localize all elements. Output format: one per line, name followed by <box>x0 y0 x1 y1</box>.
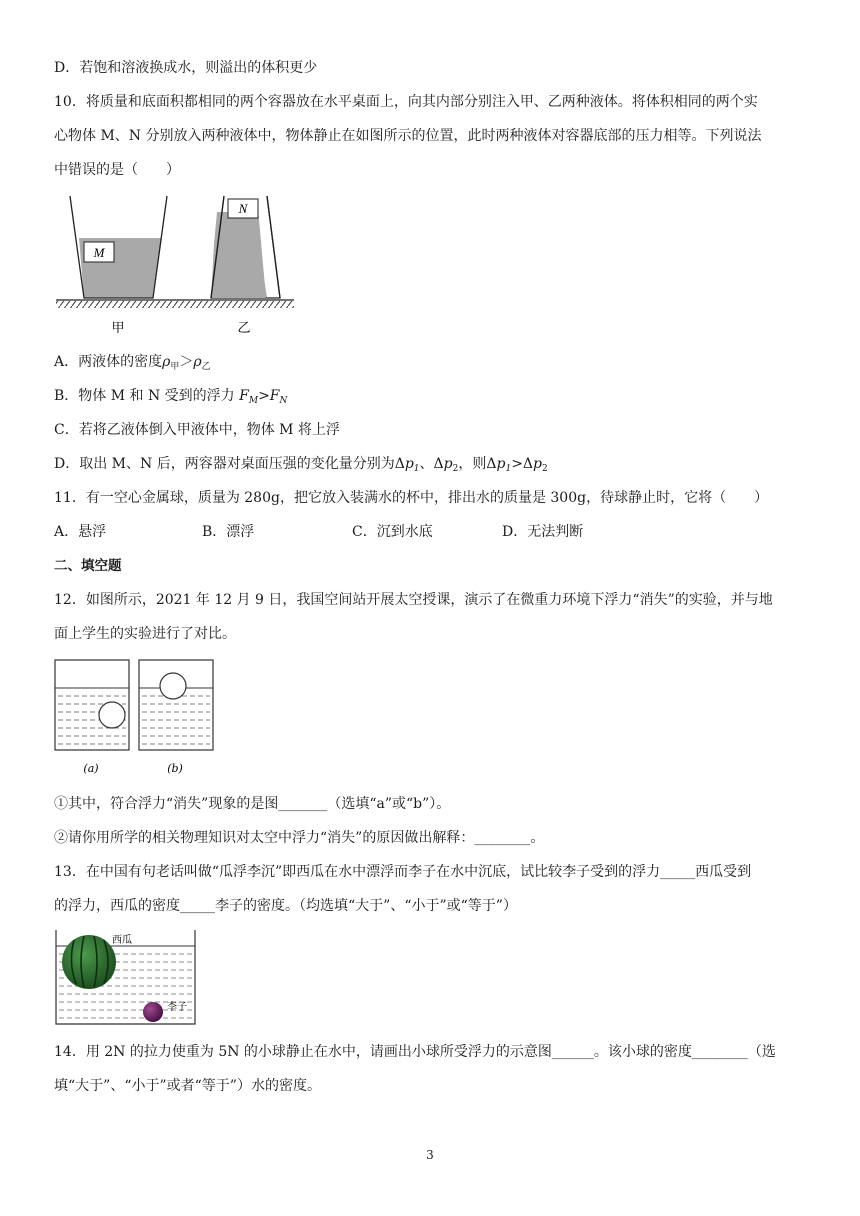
label-watermelon: 西瓜 <box>112 935 132 946</box>
q11-option-a: A．悬浮 <box>54 524 107 540</box>
q10-option-b: B．物体 M 和 N 受到的浮力 $F_M>F_N$ <box>54 388 288 406</box>
q10-option-c: C．若将乙液体倒入甲液体中，物体 M 将上浮 <box>54 422 340 438</box>
section-heading-fill-in: 二、填空题 <box>54 558 122 574</box>
q10-stem-line3: 中错误的是（ ） <box>54 162 180 178</box>
q12-sub1: ①其中，符合浮力“消失”现象的是图_______（选填“a”或“b”）。 <box>54 796 451 812</box>
q11-stem: 11．有一空心金属球，质量为 280g，把它放入装满水的杯中，排出水的质量是 300g，待球静止时，它将（ ） <box>54 490 769 506</box>
q10-option-a: A．两液体的密度$\rho_甲>\rho_乙$ <box>54 354 211 372</box>
q13-stem-line1: 13．在中国有句老话叫做“瓜浮李沉”即西瓜在水中漂浮而李子在水中沉底，试比较李子受到的浮力_____西瓜受到 <box>54 864 752 880</box>
q12-beaker-figure <box>54 658 214 778</box>
page-number: 3 <box>426 1148 434 1162</box>
label-plum: 李子 <box>167 1002 187 1013</box>
q12-stem-line1: 12．如图所示，2021 年 12 月 9 日，我国空间站开展太空授课，演示了在微重力环境下浮力“消失”的实验，并与地 <box>54 592 773 608</box>
q10-stem-line1: 10．将质量和底面积都相同的两个容器放在水平桌面上，向其内部分别注入甲、乙两种液体。将体积相同的两个实 <box>54 94 758 110</box>
q11-option-c: C．沉到水底 <box>352 524 433 540</box>
ball-b <box>160 673 186 699</box>
q11-option-d: D．无法判断 <box>502 524 584 540</box>
q10-stem-line2: 心物体 M、N 分别放入两种液体中，物体静止在如图所示的位置，此时两种液体对容器底部的压力相等。下列说法 <box>54 128 762 144</box>
caption-jia: 甲 <box>111 321 125 336</box>
q9-option-d: D．若饱和溶液换成水，则溢出的体积更少 <box>54 60 318 76</box>
q11-option-b: B．漂浮 <box>202 524 255 540</box>
caption-b: (b) <box>167 762 183 775</box>
q13-tank-figure <box>54 928 198 1028</box>
plum-image <box>143 1002 163 1022</box>
q11-options <box>54 522 583 542</box>
q10-container-figure <box>54 194 296 336</box>
label-m: M <box>93 245 105 260</box>
q10-option-d: D．取出 M、N 后，两容器对桌面压强的变化量分别为$\Delta p_1$、$\Delta p_2$，则$\Delta p_1>\Delta p_2$ <box>54 456 548 474</box>
q13-stem-line2: 的浮力，西瓜的密度_____李子的密度。（均选填“大于”、“小于”或“等于”） <box>54 898 517 914</box>
caption-yi: 乙 <box>237 321 251 336</box>
label-n: N <box>238 201 248 216</box>
q14-stem-line2: 填“大于”、“小于”或者“等于”）水的密度。 <box>54 1078 321 1094</box>
ball-a <box>99 702 125 728</box>
caption-a: (a) <box>83 762 99 775</box>
q14-stem-line1: 14．用 2N 的拉力使重为 5N 的小球静止在水中，请画出小球所受浮力的示意图______。该小球的密度________（选 <box>54 1044 776 1060</box>
q12-sub2: ②请你用所学的相关物理知识对太空中浮力“消失”的原因做出解释：________。 <box>54 830 545 846</box>
q12-stem-line2: 面上学生的实验进行了对比。 <box>54 626 236 642</box>
